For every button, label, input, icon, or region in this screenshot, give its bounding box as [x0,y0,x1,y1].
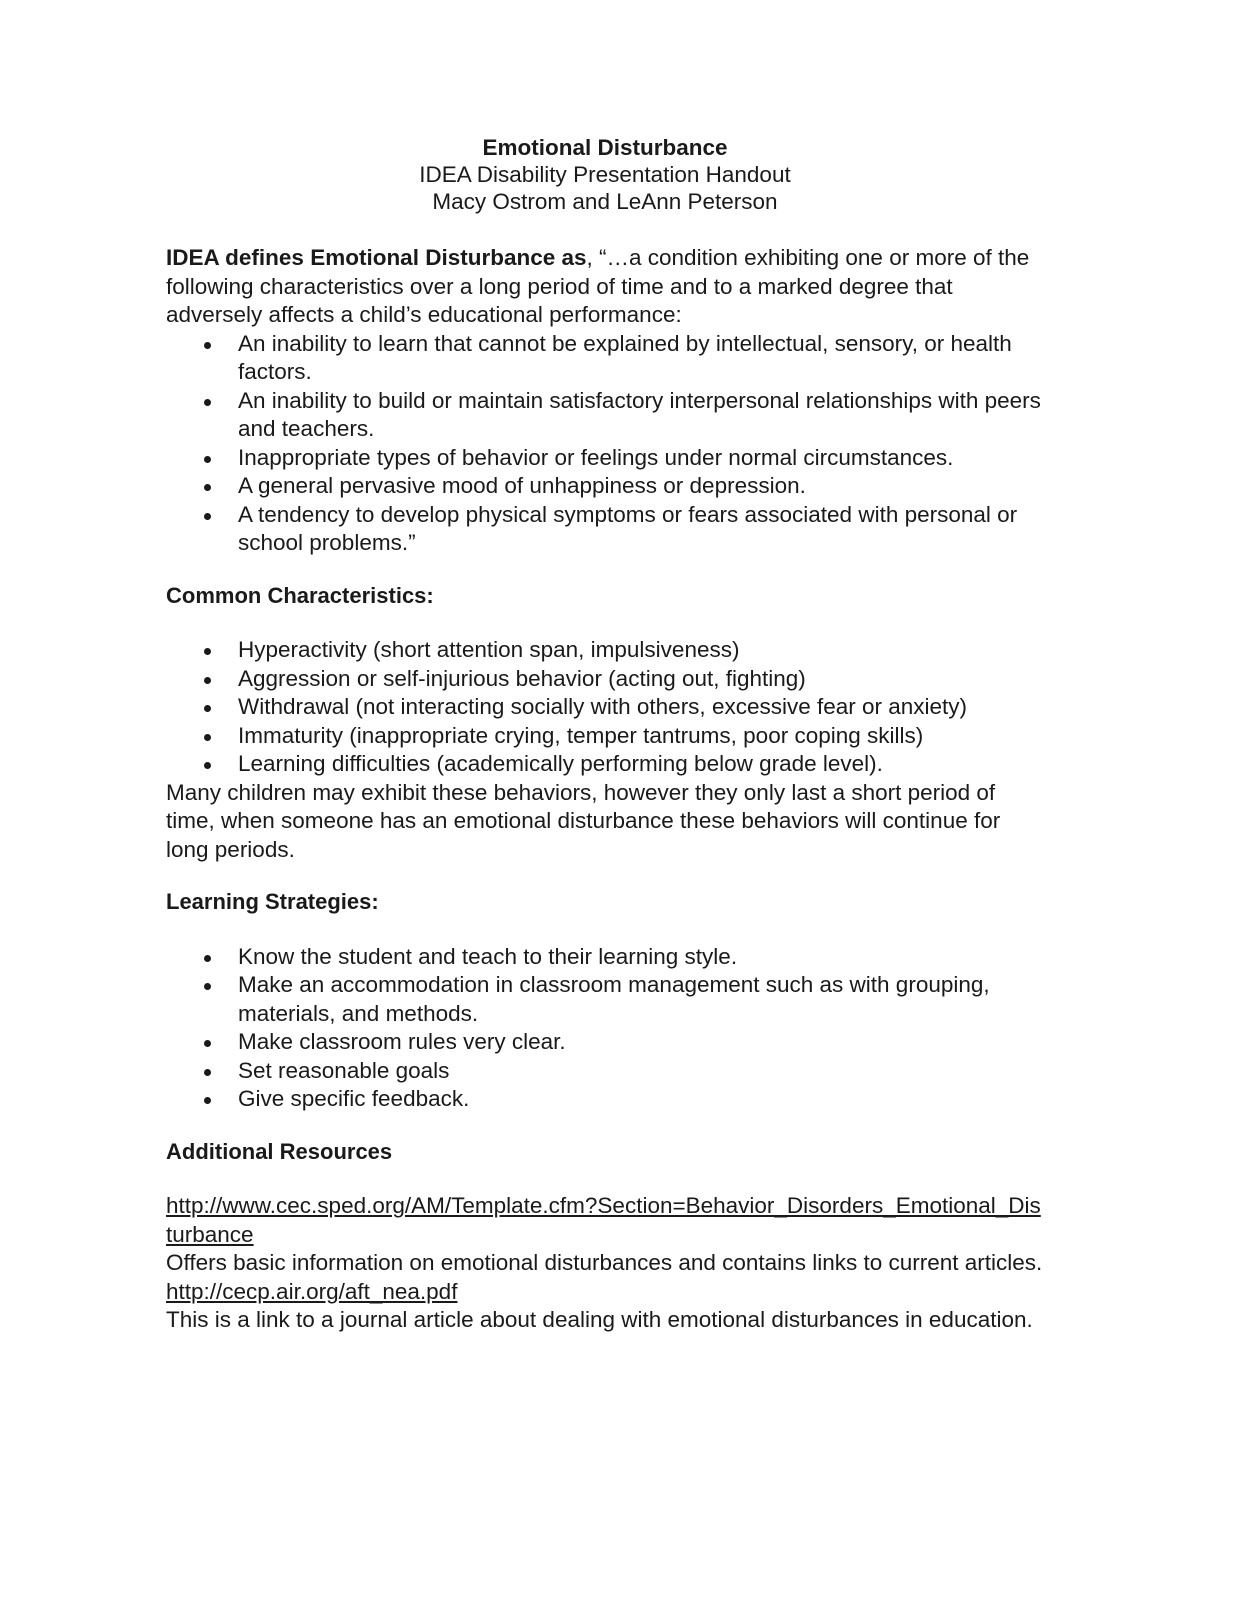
list-item: Give specific feedback. [238,1085,1046,1114]
list-item: Learning difficulties (academically performing below grade level). [238,750,1046,779]
list-item: Set reasonable goals [238,1057,1046,1086]
list-item: Make classroom rules very clear. [238,1028,1046,1057]
list-item: Make an accommodation in classroom management such as with grouping, materials, and methods. [238,971,1046,1028]
list-item: Inappropriate types of behavior or feelings under normal circumstances. [238,444,1046,473]
characteristics-list [166,636,1046,779]
definition-paragraph [166,244,1046,330]
strategies-heading: Learning Strategies: [166,889,379,914]
resource-link-cec[interactable]: http://www.cec.sped.org/AM/Template.cfm?Section=Behavior_Disorders_Emotional_Disturbance [166,1193,1041,1247]
list-item: Withdrawal (not interacting socially with others, excessive fear or anxiety) [238,693,1046,722]
list-item: A tendency to develop physical symptoms or fears associated with personal or school problems.” [238,501,1046,558]
resource-description: Offers basic information on emotional disturbances and contains links to current articles. [166,1250,1043,1275]
document-subtitle: IDEA Disability Presentation Handout [419,162,791,187]
strategies-list [166,943,1046,1114]
definition-list [166,330,1046,558]
characteristics-note: Many children may exhibit these behaviors, however they only last a short period of time, when someone has an emotional disturbance these behaviors will continue for long periods. [166,779,1001,862]
document-body [166,244,1046,1335]
document-authors: Macy Ostrom and LeAnn Peterson [432,189,778,214]
definition-text: , “…a condition exhibiting one or more of the following characteristics over a long period of time and to a marked degree that adversely affects a child’s educational performance: [166,245,1030,327]
list-item: An inability to build or maintain satisfactory interpersonal relationships with peers and teachers. [238,387,1046,444]
resource-link-cecp[interactable]: http://cecp.air.org/aft_nea.pdf [166,1278,458,1304]
list-item: An inability to learn that cannot be explained by intellectual, sensory, or health factors. [238,330,1046,387]
list-item: Know the student and teach to their learning style. [238,943,1046,972]
list-item: Aggression or self-injurious behavior (acting out, fighting) [238,665,1046,694]
document-title: Emotional Disturbance [482,135,728,160]
characteristics-heading: Common Characteristics: [166,582,434,608]
resources-heading: Additional Resources [166,1138,393,1164]
resource-description: This is a link to a journal article about dealing with emotional disturbances in education. [166,1307,1033,1332]
list-item: A general pervasive mood of unhappiness or depression. [238,472,1046,501]
document-header [0,134,1210,215]
definition-lead: IDEA defines Emotional Disturbance as [166,245,587,270]
list-item: Hyperactivity (short attention span, impulsiveness) [238,636,1046,665]
list-item: Immaturity (inappropriate crying, temper tantrums, poor coping skills) [238,722,1046,751]
